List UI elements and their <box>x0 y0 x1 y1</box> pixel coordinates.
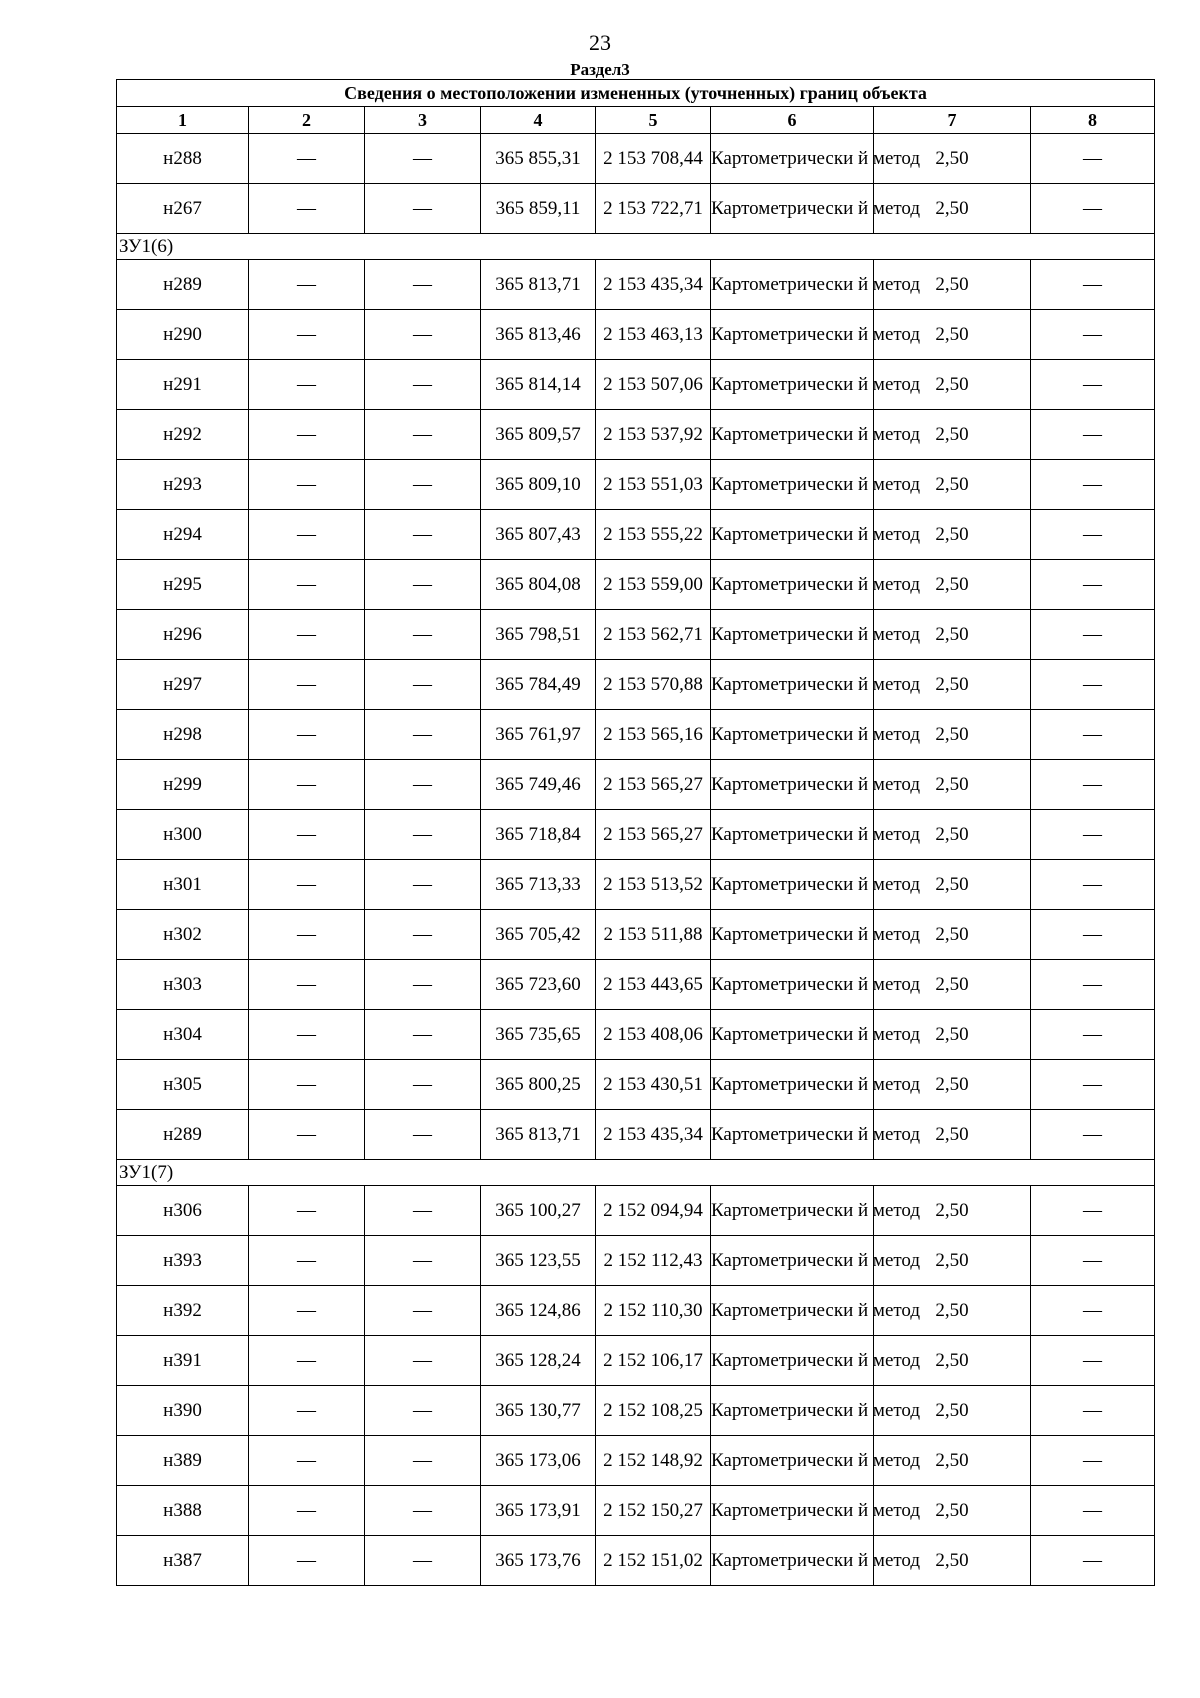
y-coordinate-cell: 2 153 408,06 <box>596 1010 711 1060</box>
method-cell: Картометрически й метод <box>711 1186 874 1236</box>
method-cell: Картометрически й метод <box>711 460 874 510</box>
y-coordinate-cell: 2 153 537,92 <box>596 410 711 460</box>
x-coordinate-cell: 365 749,46 <box>481 760 596 810</box>
empty-value-cell: — <box>365 1536 481 1586</box>
empty-value-cell: — <box>365 760 481 810</box>
empty-value-cell: — <box>1031 660 1155 710</box>
empty-value-cell: — <box>249 184 365 234</box>
empty-value-cell: — <box>365 860 481 910</box>
empty-value-cell: — <box>1031 184 1155 234</box>
empty-value-cell: — <box>1031 1010 1155 1060</box>
y-coordinate-cell: 2 152 106,17 <box>596 1336 711 1386</box>
point-cell: н390 <box>117 1386 249 1436</box>
table-row <box>117 1336 1155 1386</box>
table-row <box>117 1386 1155 1436</box>
point-cell: н389 <box>117 1436 249 1486</box>
empty-value-cell: — <box>365 1286 481 1336</box>
empty-value-cell: — <box>249 1110 365 1160</box>
point-cell: н290 <box>117 310 249 360</box>
empty-value-cell: — <box>365 134 481 184</box>
column-header: 5 <box>596 107 711 134</box>
table-body <box>117 134 1155 1586</box>
point-cell: н391 <box>117 1336 249 1386</box>
point-cell: н387 <box>117 1536 249 1586</box>
method-cell: Картометрически й метод <box>711 1286 874 1336</box>
accuracy-cell: 2,50 <box>874 134 1031 184</box>
table-row <box>117 860 1155 910</box>
table-row <box>117 184 1155 234</box>
accuracy-cell: 2,50 <box>874 760 1031 810</box>
method-cell: Картометрически й метод <box>711 360 874 410</box>
accuracy-cell: 2,50 <box>874 1486 1031 1536</box>
y-coordinate-cell: 2 153 562,71 <box>596 610 711 660</box>
y-coordinate-cell: 2 153 565,27 <box>596 810 711 860</box>
empty-value-cell: — <box>1031 360 1155 410</box>
accuracy-cell: 2,50 <box>874 410 1031 460</box>
table-row <box>117 810 1155 860</box>
method-cell: Картометрически й метод <box>711 810 874 860</box>
empty-value-cell: — <box>249 1336 365 1386</box>
accuracy-cell: 2,50 <box>874 1186 1031 1236</box>
y-coordinate-cell: 2 153 555,22 <box>596 510 711 560</box>
y-coordinate-cell: 2 153 570,88 <box>596 660 711 710</box>
point-cell: н292 <box>117 410 249 460</box>
empty-value-cell: — <box>365 184 481 234</box>
point-cell: н301 <box>117 860 249 910</box>
x-coordinate-cell: 365 855,31 <box>481 134 596 184</box>
empty-value-cell: — <box>249 1286 365 1336</box>
column-header: 2 <box>249 107 365 134</box>
x-coordinate-cell: 365 128,24 <box>481 1336 596 1386</box>
x-coordinate-cell: 365 130,77 <box>481 1386 596 1436</box>
method-cell: Картометрически й метод <box>711 1336 874 1386</box>
empty-value-cell: — <box>1031 610 1155 660</box>
method-cell: Картометрически й метод <box>711 860 874 910</box>
y-coordinate-cell: 2 153 722,71 <box>596 184 711 234</box>
y-coordinate-cell: 2 153 507,06 <box>596 360 711 410</box>
empty-value-cell: — <box>1031 1386 1155 1436</box>
table-row <box>117 134 1155 184</box>
table-row <box>117 510 1155 560</box>
method-cell: Картометрически й метод <box>711 710 874 760</box>
x-coordinate-cell: 365 705,42 <box>481 910 596 960</box>
empty-value-cell: — <box>365 360 481 410</box>
point-cell: н393 <box>117 1236 249 1286</box>
x-coordinate-cell: 365 807,43 <box>481 510 596 560</box>
empty-value-cell: — <box>365 1386 481 1436</box>
y-coordinate-cell: 2 152 112,43 <box>596 1236 711 1286</box>
column-header: 8 <box>1031 107 1155 134</box>
empty-value-cell: — <box>365 1436 481 1486</box>
empty-value-cell: — <box>249 460 365 510</box>
table-row <box>117 910 1155 960</box>
empty-value-cell: — <box>1031 410 1155 460</box>
table-row <box>117 460 1155 510</box>
table-row <box>117 1536 1155 1586</box>
land-plot-group-row <box>117 234 1155 260</box>
empty-value-cell: — <box>249 1436 365 1486</box>
y-coordinate-cell: 2 153 708,44 <box>596 134 711 184</box>
table-row <box>117 1486 1155 1536</box>
x-coordinate-cell: 365 173,91 <box>481 1486 596 1536</box>
boundary-coordinates-table <box>116 79 1155 1586</box>
accuracy-cell: 2,50 <box>874 510 1031 560</box>
accuracy-cell: 2,50 <box>874 1436 1031 1486</box>
empty-value-cell: — <box>1031 860 1155 910</box>
empty-value-cell: — <box>365 510 481 560</box>
x-coordinate-cell: 365 173,76 <box>481 1536 596 1586</box>
method-cell: Картометрически й метод <box>711 1110 874 1160</box>
y-coordinate-cell: 2 152 151,02 <box>596 1536 711 1586</box>
y-coordinate-cell: 2 153 511,88 <box>596 910 711 960</box>
point-cell: н294 <box>117 510 249 560</box>
empty-value-cell: — <box>365 1236 481 1286</box>
y-coordinate-cell: 2 153 463,13 <box>596 310 711 360</box>
empty-value-cell: — <box>249 1486 365 1536</box>
empty-value-cell: — <box>365 710 481 760</box>
empty-value-cell: — <box>365 460 481 510</box>
empty-value-cell: — <box>365 260 481 310</box>
accuracy-cell: 2,50 <box>874 310 1031 360</box>
y-coordinate-cell: 2 152 110,30 <box>596 1286 711 1336</box>
point-cell: н388 <box>117 1486 249 1536</box>
empty-value-cell: — <box>365 960 481 1010</box>
x-coordinate-cell: 365 814,14 <box>481 360 596 410</box>
empty-value-cell: — <box>365 810 481 860</box>
x-coordinate-cell: 365 761,97 <box>481 710 596 760</box>
empty-value-cell: — <box>1031 460 1155 510</box>
point-cell: н297 <box>117 660 249 710</box>
table-row <box>117 610 1155 660</box>
x-coordinate-cell: 365 723,60 <box>481 960 596 1010</box>
table-row <box>117 310 1155 360</box>
land-plot-group-label: ЗУ1(6) <box>117 234 1155 260</box>
method-cell: Картометрически й метод <box>711 760 874 810</box>
point-cell: н296 <box>117 610 249 660</box>
point-cell: н305 <box>117 1060 249 1110</box>
point-cell: н289 <box>117 260 249 310</box>
empty-value-cell: — <box>249 1186 365 1236</box>
x-coordinate-cell: 365 804,08 <box>481 560 596 610</box>
method-cell: Картометрически й метод <box>711 310 874 360</box>
method-cell: Картометрически й метод <box>711 560 874 610</box>
accuracy-cell: 2,50 <box>874 260 1031 310</box>
empty-value-cell: — <box>1031 560 1155 610</box>
accuracy-cell: 2,50 <box>874 710 1031 760</box>
empty-value-cell: — <box>249 1536 365 1586</box>
empty-value-cell: — <box>249 1386 365 1436</box>
empty-value-cell: — <box>249 660 365 710</box>
method-cell: Картометрически й метод <box>711 134 874 184</box>
accuracy-cell: 2,50 <box>874 1536 1031 1586</box>
method-cell: Картометрически й метод <box>711 960 874 1010</box>
empty-value-cell: — <box>249 260 365 310</box>
table-caption: Сведения о местоположении измененных (уточненных) границ объекта <box>117 80 1155 107</box>
x-coordinate-cell: 365 813,46 <box>481 310 596 360</box>
point-cell: н306 <box>117 1186 249 1236</box>
method-cell: Картометрически й метод <box>711 510 874 560</box>
empty-value-cell: — <box>249 310 365 360</box>
method-cell: Картометрически й метод <box>711 184 874 234</box>
table-row <box>117 360 1155 410</box>
y-coordinate-cell: 2 153 435,34 <box>596 260 711 310</box>
empty-value-cell: — <box>365 560 481 610</box>
table-row <box>117 760 1155 810</box>
page-number: 23 <box>589 30 611 55</box>
method-cell: Картометрически й метод <box>711 660 874 710</box>
y-coordinate-cell: 2 153 443,65 <box>596 960 711 1010</box>
y-coordinate-cell: 2 153 435,34 <box>596 1110 711 1160</box>
accuracy-cell: 2,50 <box>874 610 1031 660</box>
accuracy-cell: 2,50 <box>874 910 1031 960</box>
y-coordinate-cell: 2 153 430,51 <box>596 1060 711 1110</box>
empty-value-cell: — <box>249 510 365 560</box>
empty-value-cell: — <box>1031 1186 1155 1236</box>
empty-value-cell: — <box>1031 510 1155 560</box>
table-row <box>117 560 1155 610</box>
empty-value-cell: — <box>249 710 365 760</box>
x-coordinate-cell: 365 173,06 <box>481 1436 596 1486</box>
table-row <box>117 1060 1155 1110</box>
point-cell: н300 <box>117 810 249 860</box>
accuracy-cell: 2,50 <box>874 1386 1031 1436</box>
method-cell: Картометрически й метод <box>711 1536 874 1586</box>
y-coordinate-cell: 2 153 513,52 <box>596 860 711 910</box>
point-cell: н302 <box>117 910 249 960</box>
empty-value-cell: — <box>365 910 481 960</box>
empty-value-cell: — <box>365 410 481 460</box>
empty-value-cell: — <box>1031 960 1155 1010</box>
method-cell: Картометрически й метод <box>711 260 874 310</box>
table-row <box>117 710 1155 760</box>
x-coordinate-cell: 365 713,33 <box>481 860 596 910</box>
method-cell: Картометрически й метод <box>711 1010 874 1060</box>
table-row <box>117 1186 1155 1236</box>
empty-value-cell: — <box>249 1236 365 1286</box>
table-row <box>117 1236 1155 1286</box>
accuracy-cell: 2,50 <box>874 1060 1031 1110</box>
empty-value-cell: — <box>365 1336 481 1386</box>
empty-value-cell: — <box>249 410 365 460</box>
empty-value-cell: — <box>249 560 365 610</box>
point-cell: н304 <box>117 1010 249 1060</box>
column-header: 7 <box>874 107 1031 134</box>
point-cell: н392 <box>117 1286 249 1336</box>
accuracy-cell: 2,50 <box>874 460 1031 510</box>
accuracy-cell: 2,50 <box>874 1010 1031 1060</box>
column-header: 4 <box>481 107 596 134</box>
empty-value-cell: — <box>249 610 365 660</box>
y-coordinate-cell: 2 152 150,27 <box>596 1486 711 1536</box>
method-cell: Картометрически й метод <box>711 910 874 960</box>
empty-value-cell: — <box>1031 1236 1155 1286</box>
x-coordinate-cell: 365 809,57 <box>481 410 596 460</box>
empty-value-cell: — <box>365 1186 481 1236</box>
empty-value-cell: — <box>365 1010 481 1060</box>
accuracy-cell: 2,50 <box>874 184 1031 234</box>
empty-value-cell: — <box>249 1010 365 1060</box>
empty-value-cell: — <box>249 910 365 960</box>
table-row <box>117 1436 1155 1486</box>
section-title: Раздел3 <box>570 60 630 79</box>
method-cell: Картометрически й метод <box>711 1236 874 1286</box>
empty-value-cell: — <box>1031 1336 1155 1386</box>
table-row <box>117 410 1155 460</box>
column-header: 1 <box>117 107 249 134</box>
table-row <box>117 1110 1155 1160</box>
empty-value-cell: — <box>365 1060 481 1110</box>
empty-value-cell: — <box>249 860 365 910</box>
accuracy-cell: 2,50 <box>874 810 1031 860</box>
empty-value-cell: — <box>365 660 481 710</box>
point-cell: н267 <box>117 184 249 234</box>
table-row <box>117 1286 1155 1336</box>
y-coordinate-cell: 2 153 565,16 <box>596 710 711 760</box>
x-coordinate-cell: 365 809,10 <box>481 460 596 510</box>
empty-value-cell: — <box>365 1486 481 1536</box>
column-header: 3 <box>365 107 481 134</box>
empty-value-cell: — <box>249 134 365 184</box>
accuracy-cell: 2,50 <box>874 660 1031 710</box>
empty-value-cell: — <box>1031 1110 1155 1160</box>
accuracy-cell: 2,50 <box>874 1236 1031 1286</box>
x-coordinate-cell: 365 813,71 <box>481 1110 596 1160</box>
empty-value-cell: — <box>249 760 365 810</box>
y-coordinate-cell: 2 153 559,00 <box>596 560 711 610</box>
accuracy-cell: 2,50 <box>874 860 1031 910</box>
land-plot-group-label: ЗУ1(7) <box>117 1160 1155 1186</box>
empty-value-cell: — <box>1031 910 1155 960</box>
empty-value-cell: — <box>1031 1286 1155 1336</box>
x-coordinate-cell: 365 800,25 <box>481 1060 596 1110</box>
empty-value-cell: — <box>365 1110 481 1160</box>
accuracy-cell: 2,50 <box>874 960 1031 1010</box>
point-cell: н288 <box>117 134 249 184</box>
point-cell: н289 <box>117 1110 249 1160</box>
land-plot-group-row <box>117 1160 1155 1186</box>
point-cell: н295 <box>117 560 249 610</box>
x-coordinate-cell: 365 859,11 <box>481 184 596 234</box>
x-coordinate-cell: 365 718,84 <box>481 810 596 860</box>
point-cell: н299 <box>117 760 249 810</box>
empty-value-cell: — <box>249 960 365 1010</box>
table-row <box>117 660 1155 710</box>
point-cell: н291 <box>117 360 249 410</box>
accuracy-cell: 2,50 <box>874 1286 1031 1336</box>
x-coordinate-cell: 365 124,86 <box>481 1286 596 1336</box>
empty-value-cell: — <box>1031 810 1155 860</box>
accuracy-cell: 2,50 <box>874 360 1031 410</box>
empty-value-cell: — <box>249 1060 365 1110</box>
empty-value-cell: — <box>1031 1486 1155 1536</box>
empty-value-cell: — <box>1031 134 1155 184</box>
y-coordinate-cell: 2 152 094,94 <box>596 1186 711 1236</box>
empty-value-cell: — <box>365 310 481 360</box>
empty-value-cell: — <box>365 610 481 660</box>
x-coordinate-cell: 365 798,51 <box>481 610 596 660</box>
table-row <box>117 1010 1155 1060</box>
x-coordinate-cell: 365 735,65 <box>481 1010 596 1060</box>
method-cell: Картометрически й метод <box>711 610 874 660</box>
method-cell: Картометрически й метод <box>711 410 874 460</box>
accuracy-cell: 2,50 <box>874 1110 1031 1160</box>
empty-value-cell: — <box>1031 310 1155 360</box>
point-cell: н298 <box>117 710 249 760</box>
y-coordinate-cell: 2 152 148,92 <box>596 1436 711 1486</box>
y-coordinate-cell: 2 153 565,27 <box>596 760 711 810</box>
x-coordinate-cell: 365 784,49 <box>481 660 596 710</box>
empty-value-cell: — <box>1031 1436 1155 1486</box>
point-cell: н293 <box>117 460 249 510</box>
column-number-row <box>117 107 1155 134</box>
table-row <box>117 960 1155 1010</box>
point-cell: н303 <box>117 960 249 1010</box>
accuracy-cell: 2,50 <box>874 1336 1031 1386</box>
method-cell: Картометрически й метод <box>711 1486 874 1536</box>
empty-value-cell: — <box>249 360 365 410</box>
empty-value-cell: — <box>1031 1060 1155 1110</box>
method-cell: Картометрически й метод <box>711 1060 874 1110</box>
empty-value-cell: — <box>249 810 365 860</box>
empty-value-cell: — <box>1031 760 1155 810</box>
table-row <box>117 260 1155 310</box>
method-cell: Картометрически й метод <box>711 1386 874 1436</box>
empty-value-cell: — <box>1031 260 1155 310</box>
y-coordinate-cell: 2 153 551,03 <box>596 460 711 510</box>
empty-value-cell: — <box>1031 710 1155 760</box>
method-cell: Картометрически й метод <box>711 1436 874 1486</box>
accuracy-cell: 2,50 <box>874 560 1031 610</box>
y-coordinate-cell: 2 152 108,25 <box>596 1386 711 1436</box>
x-coordinate-cell: 365 813,71 <box>481 260 596 310</box>
x-coordinate-cell: 365 100,27 <box>481 1186 596 1236</box>
column-header: 6 <box>711 107 874 134</box>
empty-value-cell: — <box>1031 1536 1155 1586</box>
x-coordinate-cell: 365 123,55 <box>481 1236 596 1286</box>
